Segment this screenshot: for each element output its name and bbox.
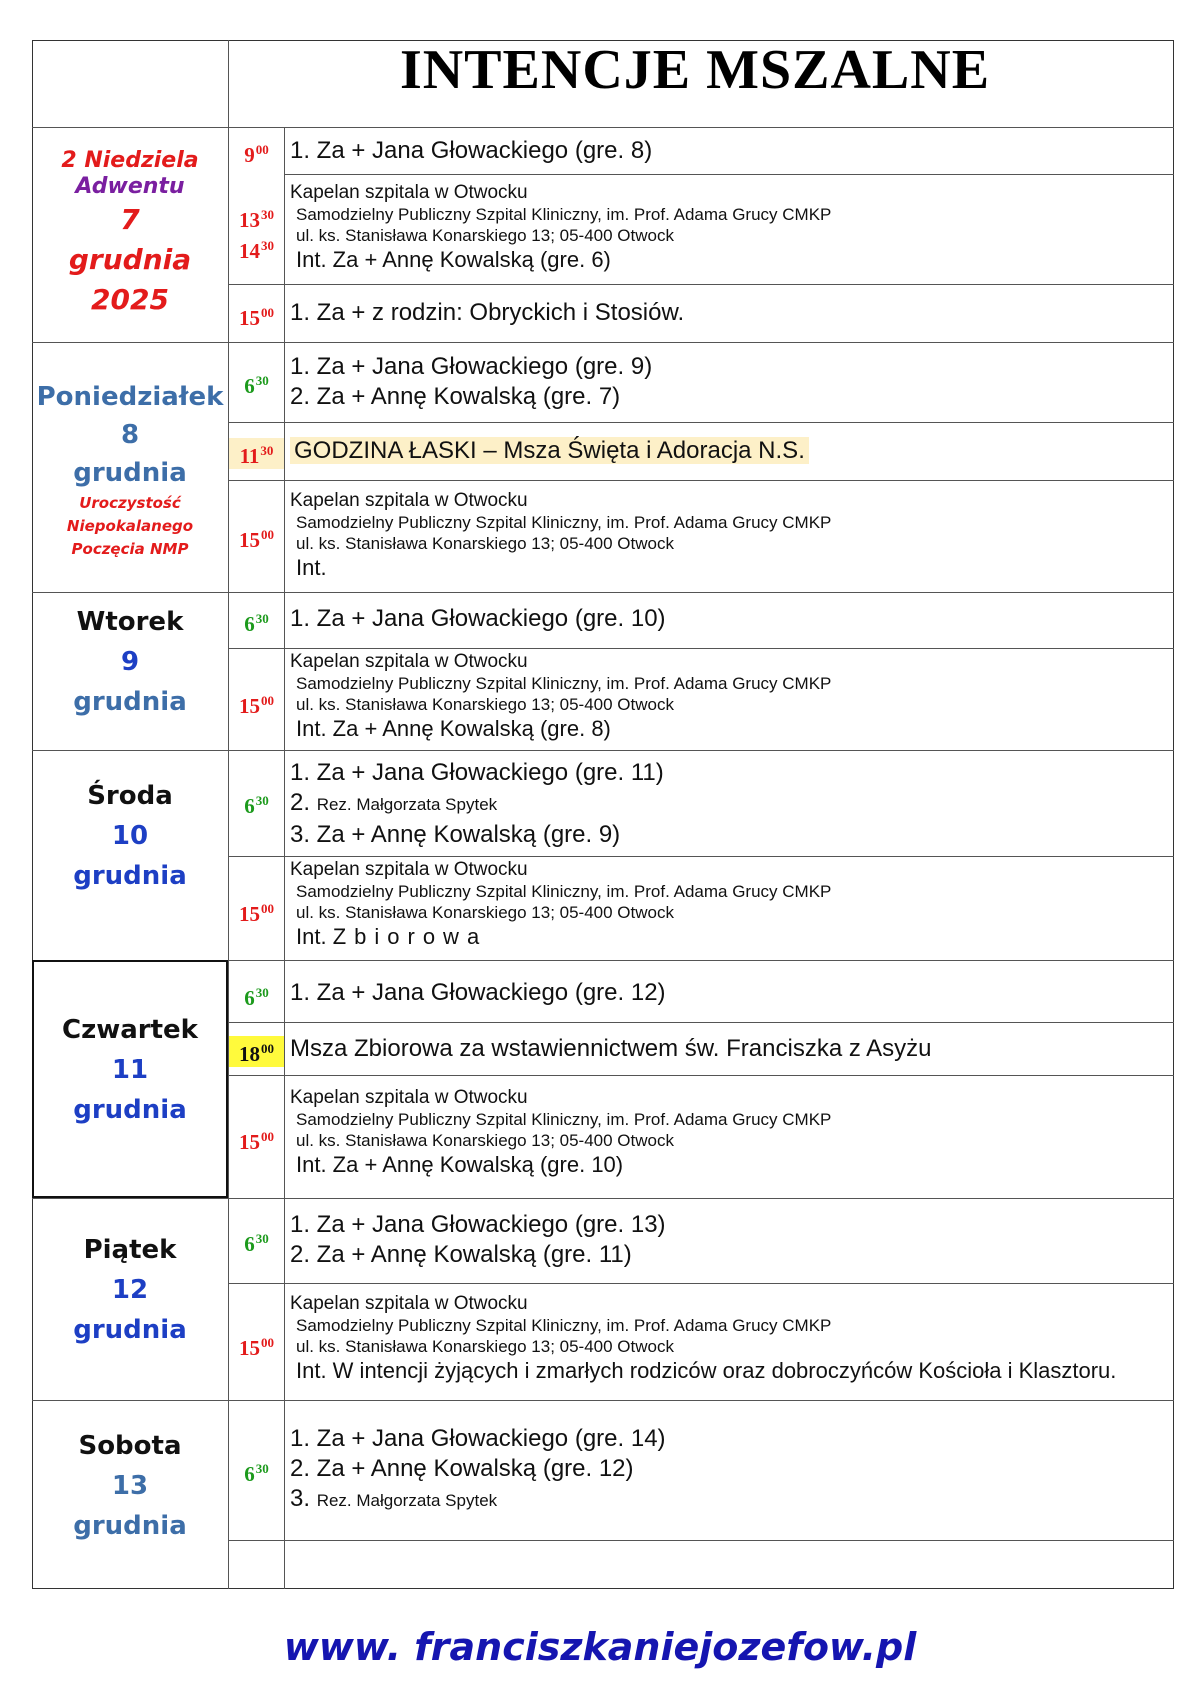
day-thursday-date: 11 (111, 1055, 149, 1085)
kapelan-block (290, 651, 1170, 743)
mass-time: $15^{00}$ (239, 305, 274, 330)
kapelan-address: ul. ks. Stanisława Konarskiego 13; 05-400 Otwock (296, 534, 674, 553)
row-divider (228, 422, 1174, 423)
mass-time: $9^{00}$ (244, 142, 269, 167)
row-divider (228, 648, 1174, 649)
website-link[interactable]: www. franciszkaniejozefow.pl (283, 1625, 917, 1669)
kapelan-title: Kapelan szpitala w Otwocku (290, 182, 528, 203)
row-divider (32, 750, 1174, 751)
intention-text: Int. (296, 555, 327, 580)
mass-time: $15^{00}$ (239, 693, 274, 718)
day-friday-month: grudnia (73, 1315, 187, 1345)
kapelan-hospital: Samodzielny Publiczny Szpital Kliniczny, im. Prof. Adama Grucy CMKP (296, 513, 832, 532)
feast-line3: Poczęcia NMP (71, 540, 189, 558)
row-divider (228, 1283, 1174, 1284)
kapelan-title: Kapelan szpitala w Otwocku (290, 859, 528, 880)
intention-text: 2. Za + Annę Kowalską (gre. 7) (290, 383, 621, 410)
day-sunday-line1: 2 Niedziela (61, 148, 199, 173)
mass-time: $15^{00}$ (239, 1335, 274, 1360)
kapelan-block (290, 859, 1170, 951)
page-title: INTENCJE MSZALNE (399, 39, 991, 101)
mass-time: $15^{00}$ (239, 1129, 274, 1154)
kapelan-hospital: Samodzielny Publiczny Szpital Kliniczny, im. Prof. Adama Grucy CMKP (296, 882, 832, 901)
intention-text: 1. Za + Jana Głowackiego (gre. 12) (290, 979, 666, 1006)
intention-text: 3. Za + Annę Kowalską (gre. 9) (290, 821, 621, 848)
kapelan-block (290, 1293, 1170, 1385)
kapelan-block (290, 182, 1170, 274)
intention-text: 1. Za + Jana Głowackiego (gre. 14) (290, 1425, 666, 1452)
kapelan-address: ul. ks. Stanisława Konarskiego 13; 05-400 Otwock (296, 903, 674, 922)
row-divider (228, 284, 1174, 285)
intention-text: 2. Za + Annę Kowalską (gre. 11) (290, 1241, 632, 1268)
day-sunday-date: 7 (120, 203, 140, 236)
day-monday-date: 8 (120, 420, 140, 450)
feast-line1: Uroczystość (79, 494, 181, 512)
intention-text: 1. Za + z rodzin: Obryckich i Stosiów. (290, 299, 685, 326)
kapelan-title: Kapelan szpitala w Otwocku (290, 1087, 528, 1108)
column-divider (284, 127, 285, 1589)
kapelan-title: Kapelan szpitala w Otwocku (290, 651, 528, 672)
row-divider (228, 480, 1174, 481)
intention-list (290, 352, 1170, 412)
day-sunday-month: grudnia (68, 243, 192, 276)
day-friday (32, 1230, 228, 1350)
day-monday-month: grudnia (73, 458, 187, 488)
day-tuesday-date: 9 (120, 647, 140, 677)
rez-text: Rez. Małgorzata Spytek (316, 795, 498, 814)
day-saturday-date: 13 (111, 1471, 149, 1501)
row-divider (228, 1022, 1174, 1023)
day-wednesday-name: Środa (87, 781, 173, 811)
day-thursday-name: Czwartek (62, 1015, 198, 1045)
intention-text: Int. Za + Annę Kowalską (gre. 6) (296, 247, 611, 272)
intention-text: Int. W intencji żyjących i zmarłych rodziców oraz dobroczyńców Kościoła i Klasztoru. (296, 1358, 1117, 1383)
day-monday-name: Poniedziałek (36, 382, 224, 412)
intention-text: 2. Za + Annę Kowalską (gre. 12) (290, 1455, 634, 1482)
row-divider (32, 1400, 1174, 1401)
row-divider (228, 856, 1174, 857)
day-sunday-year: 2025 (91, 283, 169, 316)
row-divider (228, 1540, 1174, 1541)
intention-text (290, 436, 1170, 466)
intention-text: 1. Za + Jana Głowackiego (gre. 13) (290, 1211, 666, 1238)
intention-text: 1. Za + Jana Głowackiego (gre. 9) (290, 353, 653, 380)
intention-text: 1. Za + Jana Głowackiego (gre. 10) (290, 605, 666, 632)
day-wednesday-date: 10 (111, 821, 149, 851)
day-thursday-month: grudnia (73, 1095, 187, 1125)
kapelan-block (290, 1087, 1170, 1179)
intention-list (290, 1210, 1170, 1270)
mass-time: $6^{30}$ (244, 985, 269, 1010)
day-tuesday-month: grudnia (73, 687, 187, 717)
day-tuesday-name: Wtorek (76, 607, 184, 637)
day-sunday (32, 148, 228, 320)
intention-text: 3. Rez. Małgorzata Spytek (290, 1485, 498, 1512)
intention-text: 2. Rez. Małgorzata Spytek (290, 789, 498, 816)
day-thursday (32, 1010, 228, 1130)
kapelan-hospital: Samodzielny Publiczny Szpital Kliniczny, im. Prof. Adama Grucy CMKP (296, 1316, 832, 1335)
day-wednesday (32, 776, 228, 896)
intention-text: Int. Zbiorowa (296, 924, 488, 949)
mass-time: $11^{30}$ (229, 438, 284, 469)
mass-time: $15^{00}$ (239, 901, 274, 926)
kapelan-hospital: Samodzielny Publiczny Szpital Kliniczny, im. Prof. Adama Grucy CMKP (296, 674, 832, 693)
day-friday-date: 12 (111, 1275, 149, 1305)
mass-time: $6^{30}$ (244, 1461, 269, 1486)
day-monday (32, 378, 228, 561)
intention-list (290, 758, 1170, 850)
kapelan-hospital: Samodzielny Publiczny Szpital Kliniczny, im. Prof. Adama Grucy CMKP (296, 205, 832, 224)
zbiorowa-text: Zbiorowa (332, 924, 488, 949)
day-saturday-month: grudnia (73, 1511, 187, 1541)
kapelan-title: Kapelan szpitala w Otwocku (290, 490, 528, 511)
intention-text: Msza Zbiorowa za wstawiennictwem św. Franciszka z Asyżu (290, 1035, 932, 1062)
row-divider (32, 342, 1174, 343)
day-tuesday (32, 602, 228, 722)
day-saturday (32, 1426, 228, 1546)
feast-line2: Niepokalanego (66, 517, 194, 535)
intention-text: 1. Za + Jana Głowackiego (gre. 11) (290, 759, 664, 786)
mass-time: $6^{30}$ (244, 611, 269, 636)
intention-text: 1. Za + Jana Głowackiego (gre. 8) (290, 137, 653, 164)
kapelan-title: Kapelan szpitala w Otwocku (290, 1293, 528, 1314)
mass-time: $6^{30}$ (244, 1231, 269, 1256)
day-sunday-line2: Adwentu (75, 174, 185, 199)
day-wednesday-month: grudnia (73, 861, 187, 891)
kapelan-address: ul. ks. Stanisława Konarskiego 13; 05-400 Otwock (296, 226, 674, 245)
kapelan-hospital: Samodzielny Publiczny Szpital Kliniczny, im. Prof. Adama Grucy CMKP (296, 1110, 832, 1129)
row-divider (228, 1075, 1174, 1076)
row-divider (32, 1198, 1174, 1199)
intention-text: Int. Za + Annę Kowalską (gre. 10) (296, 1152, 624, 1177)
mass-time: $15^{00}$ (239, 527, 274, 552)
kapelan-block (290, 490, 1170, 582)
row-divider (32, 592, 1174, 593)
kapelan-address: ul. ks. Stanisława Konarskiego 13; 05-400 Otwock (296, 1131, 674, 1150)
mass-time: $18^{00}$ (229, 1036, 284, 1067)
row-divider (284, 174, 1174, 175)
kapelan-address: ul. ks. Stanisława Konarskiego 13; 05-400 Otwock (296, 695, 674, 714)
mass-time: $6^{30}$ (244, 373, 269, 398)
day-saturday-name: Sobota (78, 1431, 182, 1461)
godzina-laski-text: GODZINA ŁASKI – Msza Święta i Adoracja N.S. (290, 437, 809, 464)
intention-list (290, 1424, 1170, 1516)
rez-text: Rez. Małgorzata Spytek (316, 1491, 498, 1510)
mass-time: $6^{30}$ (244, 793, 269, 818)
intention-text: Int. Za + Annę Kowalską (gre. 8) (296, 716, 611, 741)
row-divider (32, 127, 1174, 128)
kapelan-address: ul. ks. Stanisława Konarskiego 13; 05-400 Otwock (296, 1337, 674, 1356)
mass-time: $13^{30}$ $14^{30}$ (239, 207, 274, 263)
day-friday-name: Piątek (83, 1235, 177, 1265)
